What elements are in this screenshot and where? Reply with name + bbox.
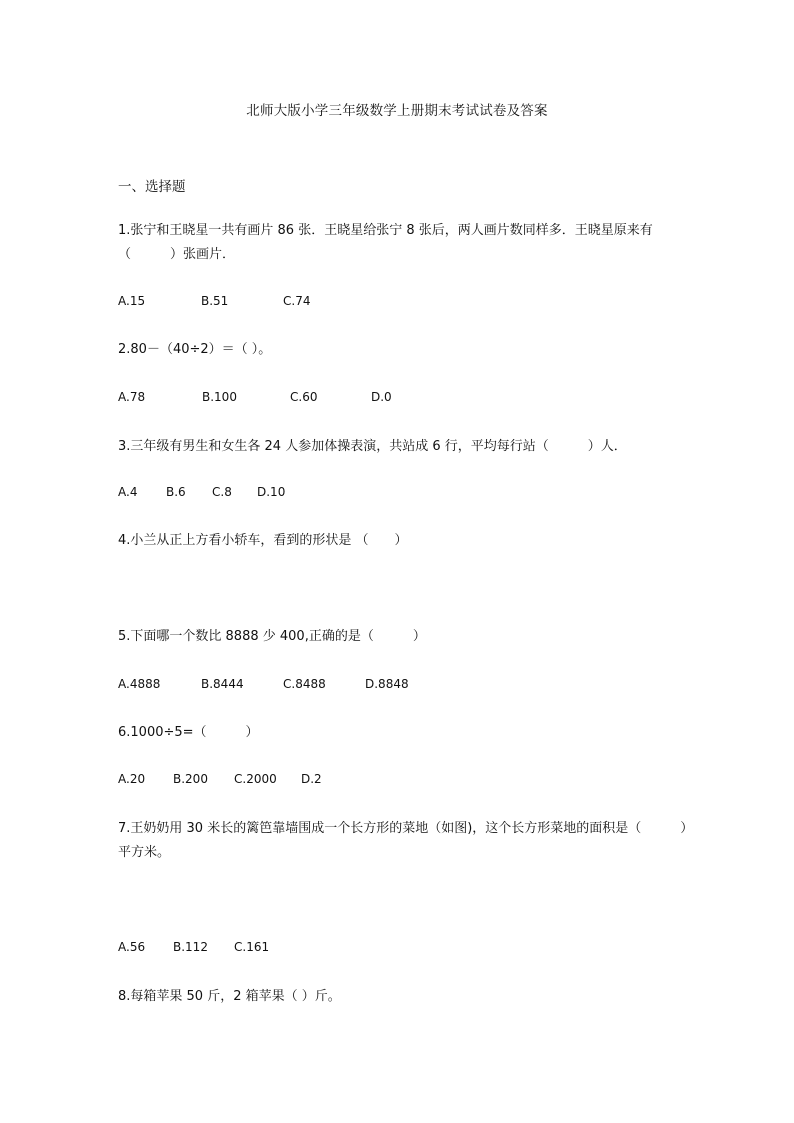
question-1: 1.张宁和王晓星一共有画片 86 张．王晓星给张宁 8 张后，两人画片数同样多．王晓星原来有（ ）张画片． [118,223,653,262]
option-c: C.8488 [283,677,326,691]
question-6-options [118,772,322,786]
question-5: 5.下面哪一个数比 8888 少 400,正确的是（ ） [118,629,426,644]
option-a: A.56 [118,940,146,954]
option-d: D.2 [301,772,322,786]
option-d: D.10 [257,485,286,499]
question-2: 2.80－（40÷2）＝（ ）。 [118,342,272,357]
option-c: C.161 [234,940,270,954]
question-3: 3.三年级有男生和女生各 24 人参加体操表演，共站成 6 行，平均每行站（ ）人． [118,439,627,454]
option-c: C.8 [212,485,232,499]
option-a: A.20 [118,772,146,786]
document-title: 北师大版小学三年级数学上册期末考试试卷及答案 [246,103,548,119]
option-c: C.74 [283,294,311,308]
option-a: A.4 [118,485,138,499]
question-2-options [118,390,392,404]
option-b: B.100 [202,390,237,404]
option-b: B.6 [166,485,186,499]
option-a: A.4888 [118,677,161,691]
option-d: D.0 [371,390,392,404]
question-4: 4.小兰从正上方看小轿车，看到的形状是 （ ） [118,533,408,548]
option-a: A.78 [118,390,146,404]
option-d: D.8848 [365,677,409,691]
option-b: B.200 [173,772,208,786]
option-a: A.15 [118,294,146,308]
question-7-options [118,940,269,954]
question-8: 8.每箱苹果 50 斤，2 箱苹果（ ）斤。 [118,989,341,1004]
option-b: B.112 [173,940,208,954]
option-c: C.60 [290,390,318,404]
question-7: 7.王奶奶用 30 米长的篱笆靠墙围成一个长方形的菜地（如图)，这个长方形菜地的面积是（ ）平方米。 [118,821,687,860]
question-1-options [118,294,310,308]
question-3-options [118,485,285,499]
option-c: C.2000 [234,772,277,786]
section-heading: 一、选择题 [118,179,186,195]
question-6: 6.1000÷5=（ ） [118,725,259,740]
option-b: B.8444 [201,677,244,691]
option-b: B.51 [201,294,229,308]
question-5-options [118,677,409,691]
